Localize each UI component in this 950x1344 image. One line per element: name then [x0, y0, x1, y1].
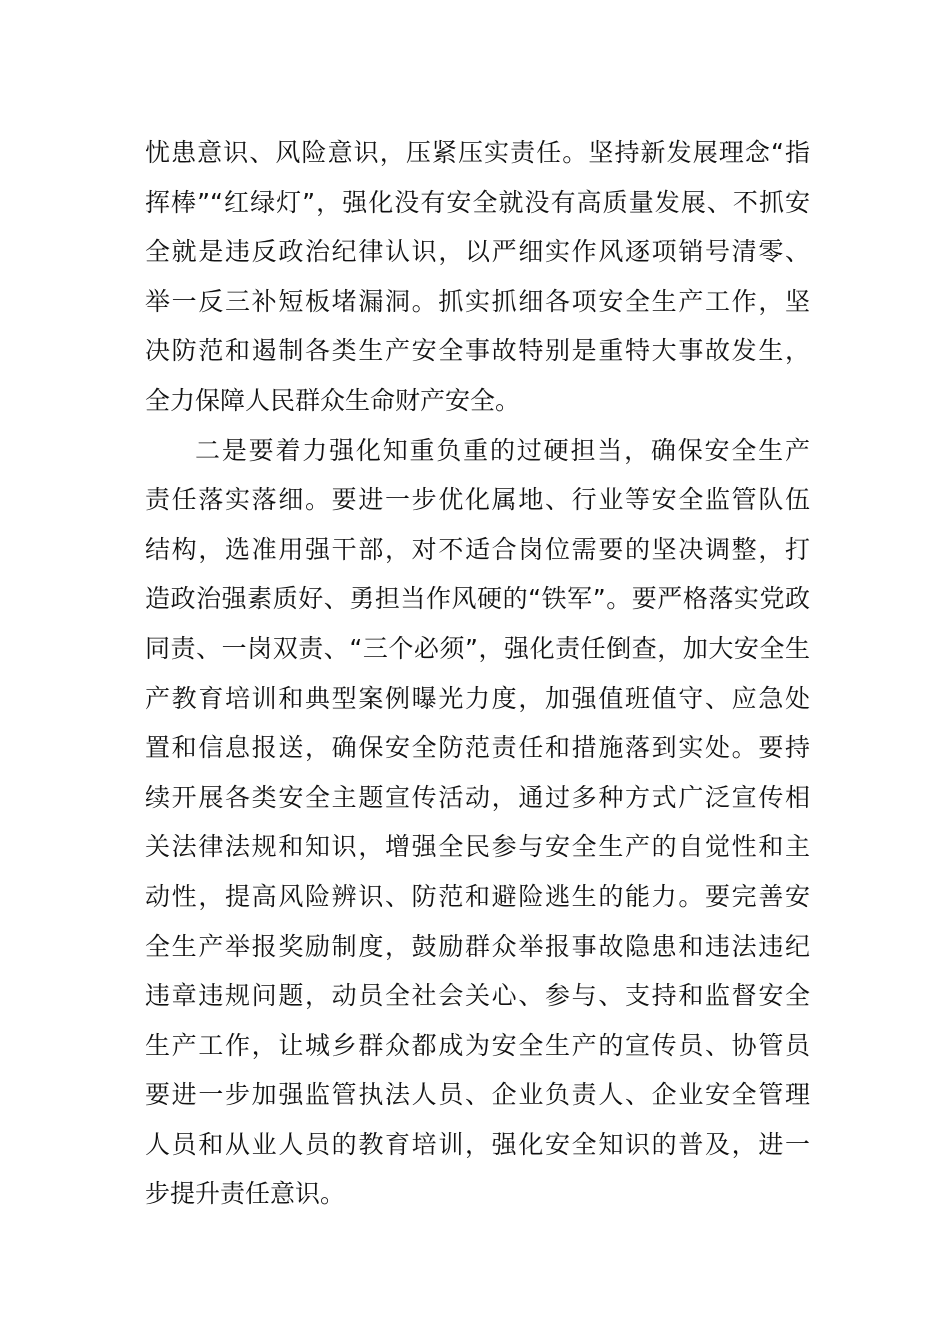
text-line: 忧患意识、风险意识，压紧压实责任。坚持新发展理念“指 [145, 138, 810, 167]
body-text [145, 128, 810, 1219]
text-line: 关法律法规和知识，增强全民参与安全生产的自觉性和主 [145, 832, 810, 862]
text-line: 挥棒”“红绿灯”，强化没有安全就没有高质量发展、不抓安 [145, 187, 810, 217]
paragraph-1 [145, 128, 810, 426]
text-line: 续开展各类安全主题宣传活动，通过多种方式广泛宣传相 [145, 782, 810, 812]
text-line: 造政治强素质好、勇担当作风硬的“铁军”。要严格落实党政 [145, 584, 810, 614]
text-line: 结构，选准用强干部，对不适合岗位需要的坚决调整，打 [145, 534, 810, 564]
text-line: 全就是违反政治纪律认识，以严细实作风逐项销号清零、 [145, 237, 810, 267]
text-line: 步提升责任意识。 [145, 1179, 346, 1209]
text-line: 责任落实落细。要进一步优化属地、行业等安全监管队伍 [145, 485, 810, 515]
text-line: 违章违规问题，动员全社会关心、参与、支持和监督安全 [145, 981, 810, 1011]
text-line: 动性，提高风险辨识、防范和避险逃生的能力。要完善安 [145, 881, 810, 911]
text-line: 要进一步加强监管执法人员、企业负责人、企业安全管理 [145, 1080, 810, 1110]
paragraph-2 [145, 426, 810, 1220]
text-line: 产教育培训和典型案例曝光力度，加强值班值守、应急处 [145, 683, 810, 713]
text-line: 全生产举报奖励制度，鼓励群众举报事故隐患和违法违纪 [145, 931, 810, 961]
text-line: 举一反三补短板堵漏洞。抓实抓细各项安全生产工作，坚 [145, 286, 810, 316]
text-line: 全力保障人民群众生命财产安全。 [145, 385, 521, 415]
text-line: 二是要着力强化知重负重的过硬担当，确保安全生产 [195, 435, 810, 465]
text-line: 人员和从业人员的教育培训，强化安全知识的普及，进一 [145, 1129, 810, 1159]
text-line: 同责、一岗双责、“三个必须”，强化责任倒查，加大安全生 [145, 633, 810, 663]
text-line: 决防范和遏制各类生产安全事故特别是重特大事故发生， [145, 336, 810, 366]
text-line: 生产工作，让城乡群众都成为安全生产的宣传员、协管员 [145, 1030, 810, 1060]
text-line: 置和信息报送，确保安全防范责任和措施落到实处。要持 [145, 733, 810, 763]
